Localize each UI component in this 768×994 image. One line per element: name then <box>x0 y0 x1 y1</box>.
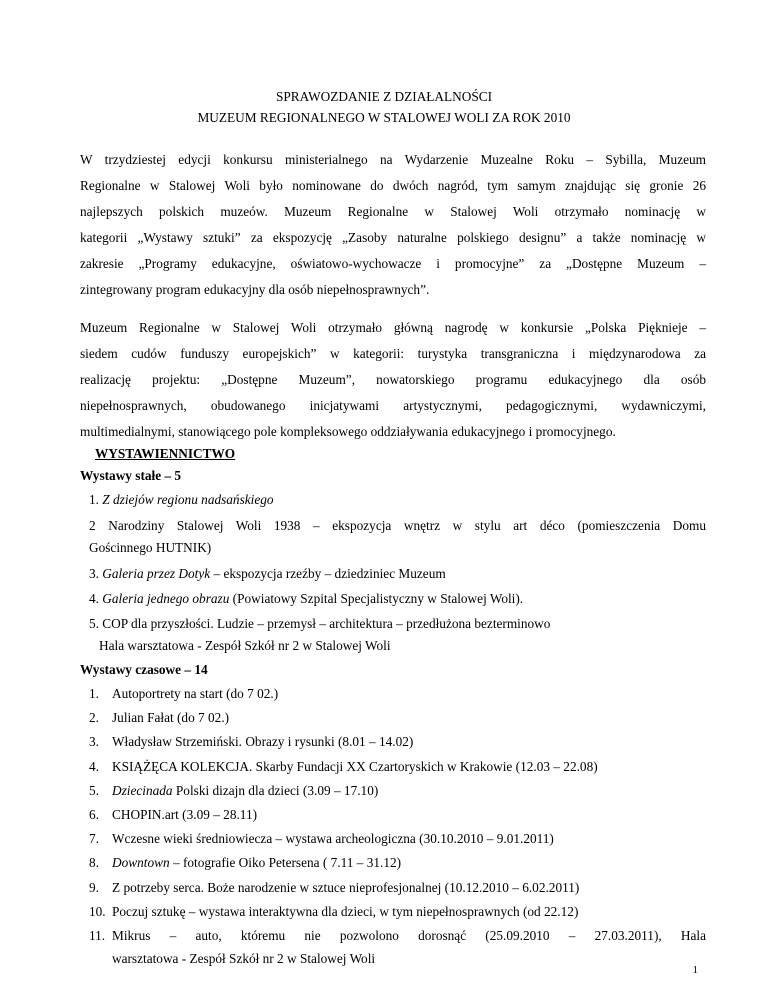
temporary-item-11-num: 11. <box>89 928 106 943</box>
permanent-item-3-title: Galeria przez Dotyk <box>102 566 211 581</box>
para1-line-5: zakresie „Programy edukacyjne, oświatowo-wychowacze i promocyjne” za „Dostępne Muzeum – <box>80 256 706 271</box>
para1-line-3: najlepszych polskich muzeów. Muzeum Regionalne w Stalowej Woli otrzymało nominację w <box>80 204 706 219</box>
permanent-item-3 <box>89 566 446 582</box>
para2-line-3: realizację projektu: „Dostępne Muzeum”, nowatorskiego programu edukacyjnego dla osób <box>80 372 706 387</box>
temporary-item-text: Julian Fałat (do 7 02.) <box>112 710 230 725</box>
temporary-item-text: Autoportrety na start (do 7 02.) <box>112 686 279 701</box>
para2-line-2: siedem cudów funduszy europejskich” w kategorii: turystyka transgraniczna i międzynarodowa za <box>80 346 706 361</box>
permanent-item-4-title: Galeria jednego obrazu <box>102 591 230 606</box>
temporary-item-text: – fotografie Oiko Petersena ( 7.11 – 31.12) <box>169 855 402 870</box>
permanent-item-3-rest: – ekspozycja rzeźby – dziedziniec Muzeum <box>210 566 446 581</box>
permanent-item-2-line-1: 2 Narodziny Stalowej Woli 1938 – ekspozycja wnętrz w stylu art déco (pomieszczenia Domu <box>89 518 706 533</box>
temporary-item-text: Poczuj sztukę – wystawa interaktywna dla dzieci, w tym niepełnosprawnych (od 22.12) <box>112 904 579 919</box>
temporary-item <box>112 686 278 702</box>
permanent-item-4-rest: (Powiatowy Szpital Specjalistyczny w Stalowej Woli). <box>229 591 524 606</box>
temporary-item-num: 2. <box>89 710 99 725</box>
para2-line-1: Muzeum Regionalne w Stalowej Woli otrzymało główną nagrodę w konkursie „Polska Pięknieje – <box>80 320 706 335</box>
title-line-2: MUZEUM REGIONALNEGO W STALOWEJ WOLI ZA ROK 2010 <box>197 110 571 125</box>
temporary-item-num: 10. <box>89 904 106 919</box>
permanent-item-2-line-2: Gościnnego HUTNIK) <box>89 540 212 555</box>
permanent-item-4 <box>89 591 523 607</box>
temporary-item <box>112 831 554 847</box>
temporary-item <box>112 807 257 823</box>
temporary-item-num: 1. <box>89 686 99 701</box>
temporary-item-num: 7. <box>89 831 99 846</box>
para1-line-4: kategorii „Wystawy sztuki” za ekspozycję „Zasoby naturalne polskiego designu” a także nominację w <box>80 230 706 245</box>
permanent-item-4-num: 4. <box>89 591 103 606</box>
para2-line-4: niepełnosprawnych, obudowanego inicjatywami artystycznymi, pedagogicznymi, wydawniczymi, <box>80 398 706 413</box>
temporary-item <box>112 880 579 896</box>
temporary-item-text: Wczesne wieki średniowiecza – wystawa archeologiczna (30.10.2010 – 9.01.2011) <box>112 831 554 846</box>
temporary-item <box>112 783 378 799</box>
temporary-item-text: CHOPIN.art (3.09 – 28.11) <box>112 807 258 822</box>
temporary-item-num: 9. <box>89 880 99 895</box>
temporary-item-num: 4. <box>89 759 99 774</box>
temporary-item-11-line-2: warsztatowa - Zespół Szkół nr 2 w Stalowej Woli <box>112 951 376 966</box>
temporary-heading: Wystawy czasowe – 14 <box>80 662 208 677</box>
temporary-item-italic: Dziecinada <box>112 783 173 798</box>
title-line-1: SPRAWOZDANIE Z DZIAŁALNOŚCI <box>275 89 493 104</box>
temporary-item <box>112 855 401 871</box>
permanent-heading: Wystawy stałe – 5 <box>80 468 182 483</box>
temporary-item-text: Z potrzeby serca. Boże narodzenie w sztuce nieprofesjonalnej (10.12.2010 – 6.02.2011) <box>112 880 580 895</box>
temporary-item-num: 5. <box>89 783 99 798</box>
temporary-item <box>112 734 413 750</box>
permanent-item-1-title: Z dziejów regionu nadsańskiego <box>102 492 274 507</box>
temporary-item-num: 8. <box>89 855 99 870</box>
temporary-item <box>112 710 229 726</box>
temporary-item-num: 6. <box>89 807 99 822</box>
para1-line-1: W trzydziestej edycji konkursu ministerialnego na Wydarzenie Muzealne Roku – Sybilla, Muzeum <box>80 152 706 167</box>
temporary-item <box>112 759 598 775</box>
temporary-item <box>112 904 578 920</box>
temporary-item-11-line-1: Mikrus – auto, któremu nie pozwolono dorosnąć (25.09.2010 – 27.03.2011), Hala <box>112 928 706 943</box>
permanent-item-1 <box>89 492 274 508</box>
section-heading: WYSTAWIENNICTWO <box>95 446 236 461</box>
temporary-item-text: Polski dizajn dla dzieci (3.09 – 17.10) <box>172 783 379 798</box>
permanent-item-5-line-1: 5. COP dla przyszłości. Ludzie – przemysł – architektura – przedłużona bezterminowo <box>89 616 551 631</box>
temporary-item-text: KSIĄŻĘCA KOLEKCJA. Skarby Fundacji XX Czartoryskich w Krakowie (12.03 – 22.08) <box>112 759 598 774</box>
para1-line-6: zintegrowany program edukacyjny dla osób niepełnosprawnych”. <box>80 282 430 297</box>
para2-line-5: multimedialnymi, stanowiącego pole kompleksowego oddziaływania edukacyjnego i promocyjnego. <box>80 424 616 439</box>
page-number: 1 <box>692 964 698 976</box>
temporary-item-italic: Downtown <box>112 855 170 870</box>
permanent-item-3-num: 3. <box>89 566 103 581</box>
para1-line-2: Regionalne w Stalowej Woli było nominowane do dwóch nagród, tym samym znajdując się gronie 26 <box>80 178 706 193</box>
permanent-item-5-line-2: Hala warsztatowa - Zespół Szkół nr 2 w Stalowej Woli <box>99 638 391 653</box>
temporary-item-num: 3. <box>89 734 99 749</box>
temporary-item-text: Władysław Strzemiński. Obrazy i rysunki (8.01 – 14.02) <box>112 734 414 749</box>
permanent-item-1-num: 1. <box>89 492 103 507</box>
